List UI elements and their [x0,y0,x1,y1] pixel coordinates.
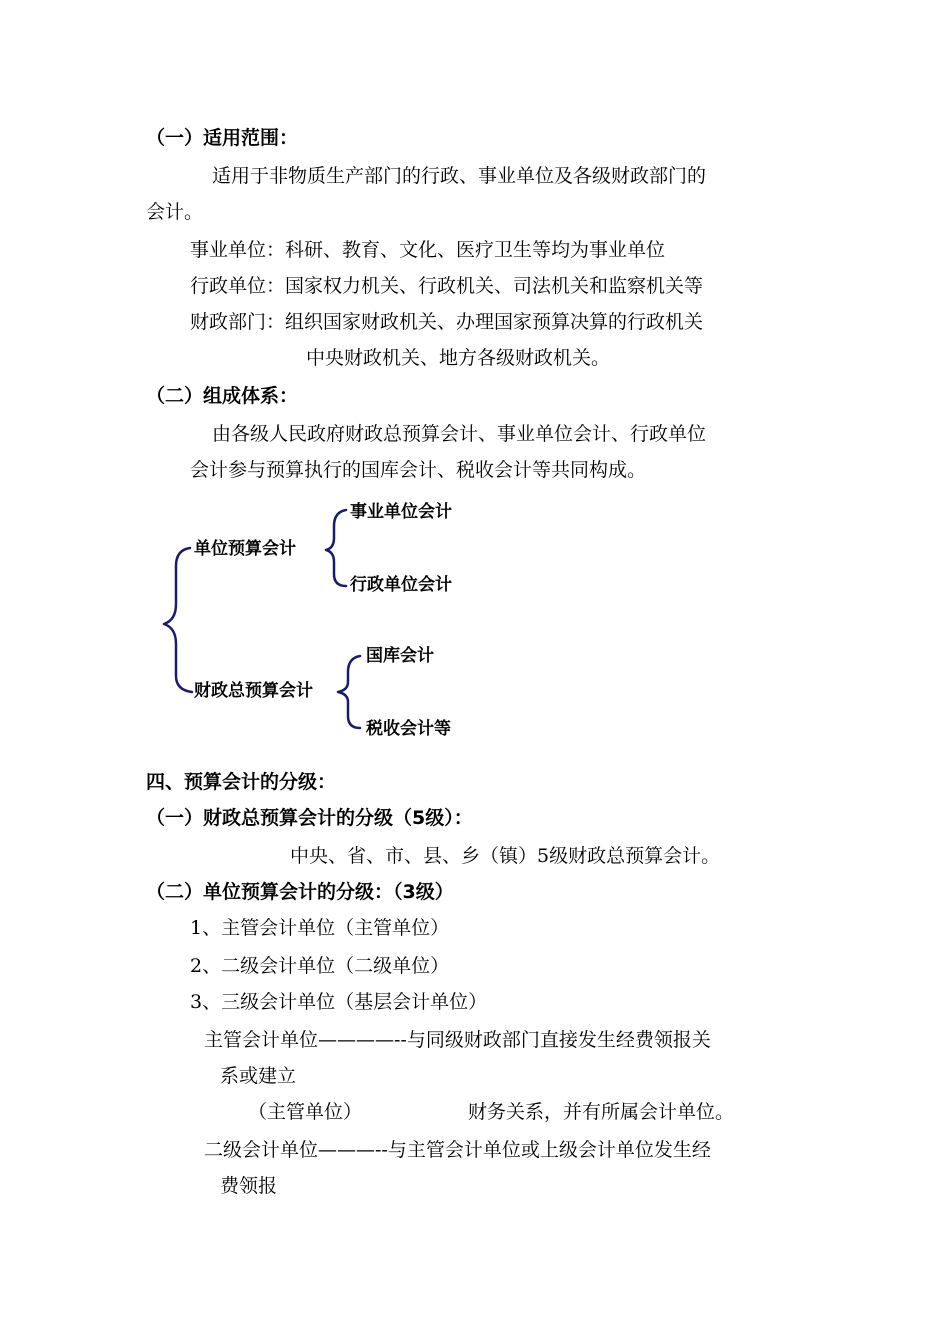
section4-heading: 四、预算会计的分级： [146,771,337,793]
section4-sub2-item-1: 1、主管会计单位（主管单位） [190,917,450,939]
section4-note1-line1: 主管会计单位————--与同级财政部门直接发生经费领报关 [204,1029,711,1051]
section4-sub2-item-2: 2、二级会计单位（二级单位） [190,955,450,977]
section1-item-continuation: 中央财政机关、地方各级财政机关。 [306,347,611,369]
diagram-leaf-treasury-accounting: 国库会计 [366,646,434,666]
section2-paragraph-line2: 会计参与预算执行的国库会计、税收会计等共同构成。 [190,459,647,481]
section2-heading: （二）组成体系： [146,385,299,407]
diagram-leaf-administrative-unit-accounting: 行政单位会计 [350,575,452,595]
section4-sub2-item-3: 3、三级会计单位（基层会计单位） [190,991,488,1013]
section4-note1-line3-left: （主管单位） [248,1101,363,1123]
diagram-leaf-tax-accounting: 税收会计等 [366,719,451,739]
section4-sub1-text: 中央、省、市、县、乡（镇）5级财政总预算会计。 [290,845,721,867]
diagram-branch-fiscal-general-budget: 财政总预算会计 [194,681,313,701]
diagram-branch-unit-budget: 单位预算会计 [194,539,296,559]
section1-paragraph-line2: 会计。 [146,201,204,223]
section2-paragraph-line1: 由各级人民政府财政总预算会计、事业单位会计、行政单位 [212,423,707,445]
section4-note2-line1: 二级会计单位———--与主管会计单位或上级会计单位发生经 [204,1139,711,1161]
unit-budget-bracket [326,510,346,586]
section4-sub2-heading: （二）单位预算会计的分级：（3级） [146,881,454,903]
section4-note1-line3-right: 财务关系，并有所属会计单位。 [468,1101,735,1123]
fiscal-budget-bracket [338,656,360,728]
section1-item-administrative-unit: 行政单位：国家权力机关、行政机关、司法机关和监察机关等 [190,275,704,297]
main-bracket [164,548,192,692]
section4-note2-line2: 费领报 [220,1175,278,1197]
section1-item-public-institution: 事业单位：科研、教育、文化、医疗卫生等均为事业单位 [190,239,666,261]
section4-sub1-heading: （一）财政总预算会计的分级（5级）： [146,807,473,829]
diagram-leaf-public-institution-accounting: 事业单位会计 [350,502,452,522]
section1-paragraph-line1: 适用于非物质生产部门的行政、事业单位及各级财政部门的 [212,165,707,187]
section4-note1-line2: 系或建立 [220,1065,297,1087]
section1-item-finance-department: 财政部门：组织国家财政机关、办理国家预算决算的行政机关 [190,311,704,333]
section1-heading: （一）适用范围： [146,127,299,149]
